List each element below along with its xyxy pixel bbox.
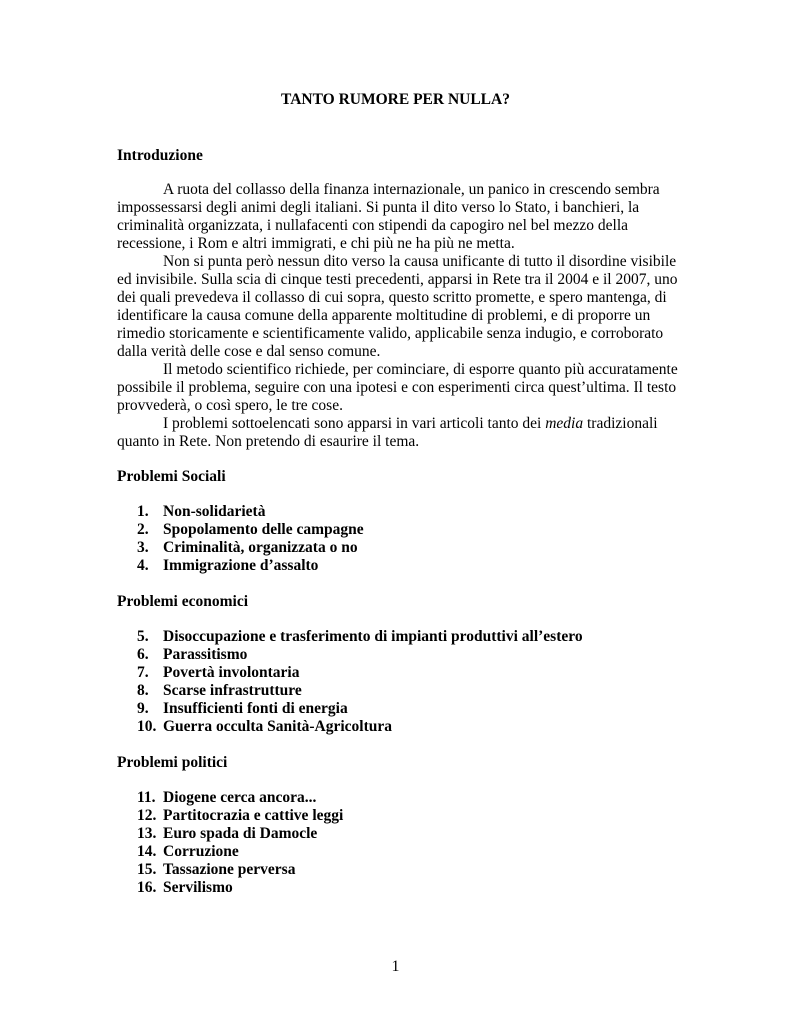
list-item (137, 807, 343, 825)
intro-paragraph: Non si punta però nessun dito verso la causa unificante di tutto il disordine visibile ed invisibile. Sulla scia di cinque testi precedenti, apparsi in Rete tra il 2004 e il 2007, uno dei quali prevedeva il collasso di cui sopra, questo scritto promette, e spero mantenga, di identificare la causa comune della apparente moltitudine di problemi, e di proporre un rimedio storicamente e scientificamente valido, applicabile senza indugio, e corroborato dalla verità delle cose e dal senso comune. (117, 253, 678, 360)
list-item-text: Diogene cerca ancora... (163, 789, 317, 806)
paragraph-text: tradizionali quanto in Rete. Non pretendo di esaurire il tema. (117, 415, 658, 450)
list-item-text: Disoccupazione e trasferimento di impianti produttivi all’estero (163, 628, 583, 645)
list-item-number: 16. (137, 879, 157, 896)
list-item (137, 664, 583, 682)
list-item-text: Immigrazione d’assalto (163, 557, 319, 574)
list-item (137, 879, 343, 897)
list-item (137, 718, 583, 736)
list-item-number: 6. (137, 646, 149, 663)
list-item (137, 539, 364, 557)
list-item (137, 861, 343, 879)
intro-paragraph: Il metodo scientifico richiede, per cominciare, di esporre quanto più accuratamente possibile il problema, seguire con una ipotesi e con esperimenti circa quest’ultima. Il testo provvederà, o così spero, le tre cose. (117, 361, 678, 414)
list-item-text: Parassitismo (163, 646, 248, 663)
list-item-number: 4. (137, 557, 149, 574)
introduction-heading: Introduzione (117, 147, 203, 164)
economic-problems-list (137, 628, 583, 736)
list-item-text: Criminalità, organizzata o no (163, 539, 358, 556)
list-item-text: Corruzione (163, 843, 239, 860)
economic-problems-heading: Problemi economici (117, 593, 249, 610)
list-item-number: 2. (137, 521, 149, 538)
list-item (137, 843, 343, 861)
list-item-text: Non-solidarietà (163, 503, 266, 520)
list-item-number: 5. (137, 628, 149, 645)
list-item-text: Tassazione perversa (163, 861, 296, 878)
list-item (137, 682, 583, 700)
list-item (137, 646, 583, 664)
list-item-text: Servilismo (163, 879, 233, 896)
list-item-number: 14. (137, 843, 157, 860)
list-item-number: 10. (137, 718, 157, 735)
list-item (137, 789, 343, 807)
list-item (137, 557, 364, 575)
political-problems-list (137, 789, 343, 897)
social-problems-heading: Problemi Sociali (117, 468, 226, 485)
list-item (137, 521, 364, 539)
intro-paragraph: A ruota del collasso della finanza internazionale, un panico in crescendo sembra impossessarsi degli animi degli italiani. Si punta il dito verso lo Stato, i banchieri, la criminalità organizzata, i nullafacenti con stipendi da capogiro nel bel mezzo della recessione, i Rom e altri immigrati, e chi più ne ha più ne metta. (117, 181, 660, 252)
list-item (137, 628, 583, 646)
list-item-number: 13. (137, 825, 157, 842)
list-item (137, 825, 343, 843)
list-item (137, 503, 364, 521)
political-problems-heading: Problemi politici (117, 754, 228, 771)
intro-paragraph (117, 415, 687, 451)
list-item-text: Partitocrazia e cattive leggi (163, 807, 344, 824)
list-item-number: 11. (137, 789, 156, 806)
list-item-number: 15. (137, 861, 157, 878)
list-item-text: Spopolamento delle campagne (163, 521, 364, 538)
page-title: TANTO RUMORE PER NULLA? (281, 91, 510, 108)
list-item-number: 7. (137, 664, 149, 681)
list-item-text: Scarse infrastrutture (163, 682, 302, 699)
list-item-number: 8. (137, 682, 149, 699)
social-problems-list (137, 503, 364, 575)
list-item (137, 700, 583, 718)
list-item-text: Euro spada di Damocle (163, 825, 318, 842)
paragraph-text: I problemi sottoelencati sono apparsi in vari articoli tanto dei (163, 415, 546, 432)
list-item-text: Povertà involontaria (163, 664, 300, 681)
list-item-text: Guerra occulta Sanità-Agricoltura (163, 718, 393, 735)
list-item-text: Insufficienti fonti di energia (163, 700, 348, 717)
introduction-body (117, 181, 687, 451)
list-item-number: 9. (137, 700, 149, 717)
list-item-number: 1. (137, 503, 149, 520)
page-number: 1 (391, 958, 400, 975)
emphasis-text: media (545, 415, 584, 432)
list-item-number: 3. (137, 539, 149, 556)
list-item-number: 12. (137, 807, 157, 824)
